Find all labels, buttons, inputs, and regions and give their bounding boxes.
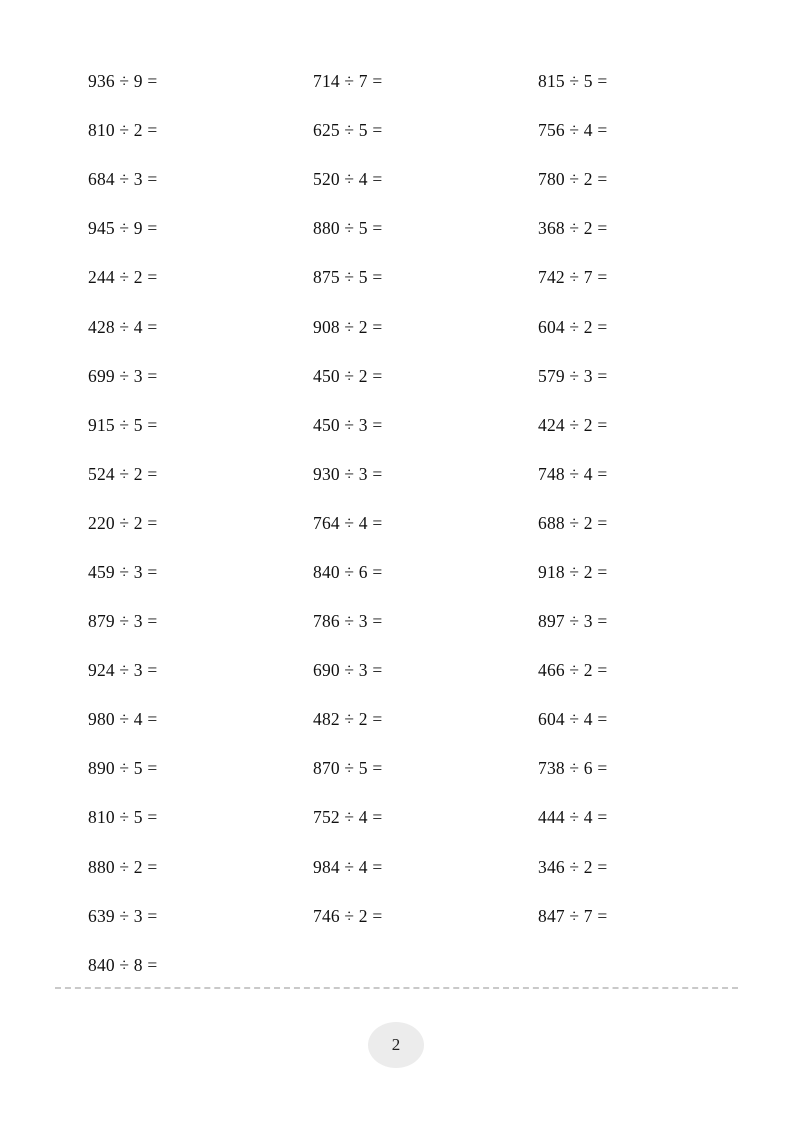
division-problem: 699 ÷ 3 =: [88, 365, 158, 386]
page-number-badge: [368, 1022, 424, 1068]
division-problem: 908 ÷ 2 =: [313, 316, 383, 337]
division-problem: 244 ÷ 2 =: [88, 267, 158, 288]
division-problem: 918 ÷ 2 =: [538, 561, 608, 582]
problem-row: [88, 744, 763, 793]
division-problem: 459 ÷ 3 =: [88, 561, 158, 582]
dashed-separator: [55, 987, 738, 989]
division-problem: 930 ÷ 3 =: [313, 463, 383, 484]
problem-row: [88, 793, 763, 842]
division-problem: 639 ÷ 3 =: [88, 905, 158, 926]
division-problem: 520 ÷ 4 =: [313, 169, 383, 190]
division-problem: 684 ÷ 3 =: [88, 169, 158, 190]
division-problem: 428 ÷ 4 =: [88, 316, 158, 337]
division-problem: 780 ÷ 2 =: [538, 169, 608, 190]
problem-row: [88, 450, 763, 499]
division-problem: 625 ÷ 5 =: [313, 120, 383, 141]
division-problem: 738 ÷ 6 =: [538, 758, 608, 779]
division-problem: 870 ÷ 5 =: [313, 758, 383, 779]
division-problem: 444 ÷ 4 =: [538, 807, 608, 828]
division-problem: 945 ÷ 9 =: [88, 218, 158, 239]
division-problem: 524 ÷ 2 =: [88, 463, 158, 484]
division-problem: 579 ÷ 3 =: [538, 365, 608, 386]
division-problem: 815 ÷ 5 =: [538, 71, 608, 92]
problem-row: [88, 941, 763, 990]
problem-grid: [88, 57, 763, 990]
division-problem: 688 ÷ 2 =: [538, 512, 608, 533]
page-number: 2: [391, 1035, 401, 1054]
division-problem: 368 ÷ 2 =: [538, 218, 608, 239]
division-problem: 810 ÷ 5 =: [88, 807, 158, 828]
problem-row: [88, 597, 763, 646]
division-problem: 786 ÷ 3 =: [313, 611, 383, 632]
division-problem: 714 ÷ 7 =: [313, 71, 383, 92]
problem-row: [88, 843, 763, 892]
division-problem: 840 ÷ 6 =: [313, 561, 383, 582]
division-problem: 890 ÷ 5 =: [88, 758, 158, 779]
division-problem: 810 ÷ 2 =: [88, 120, 158, 141]
problem-row: [88, 548, 763, 597]
problem-row: [88, 155, 763, 204]
problem-row: [88, 253, 763, 302]
problem-row: [88, 892, 763, 941]
division-problem: 690 ÷ 3 =: [313, 660, 383, 681]
division-problem: 752 ÷ 4 =: [313, 807, 383, 828]
division-problem: 984 ÷ 4 =: [313, 856, 383, 877]
division-problem: 220 ÷ 2 =: [88, 512, 158, 533]
problem-row: [88, 646, 763, 695]
division-problem: 924 ÷ 3 =: [88, 660, 158, 681]
division-problem: 879 ÷ 3 =: [88, 611, 158, 632]
division-problem: 875 ÷ 5 =: [313, 267, 383, 288]
division-problem: 346 ÷ 2 =: [538, 856, 608, 877]
problem-row: [88, 204, 763, 253]
division-problem: 756 ÷ 4 =: [538, 120, 608, 141]
division-problem: 980 ÷ 4 =: [88, 709, 158, 730]
problem-row: [88, 57, 763, 106]
division-problem: 847 ÷ 7 =: [538, 905, 608, 926]
division-problem: 764 ÷ 4 =: [313, 512, 383, 533]
division-problem: 742 ÷ 7 =: [538, 267, 608, 288]
division-problem: 424 ÷ 2 =: [538, 414, 608, 435]
division-problem: 450 ÷ 2 =: [313, 365, 383, 386]
division-problem: 840 ÷ 8 =: [88, 954, 158, 975]
division-problem: 915 ÷ 5 =: [88, 414, 158, 435]
division-problem: 604 ÷ 2 =: [538, 316, 608, 337]
problem-row: [88, 352, 763, 401]
problem-row: [88, 401, 763, 450]
problem-row: [88, 106, 763, 155]
problem-row: [88, 499, 763, 548]
problem-row: [88, 302, 763, 351]
division-problem: 466 ÷ 2 =: [538, 660, 608, 681]
division-problem: 604 ÷ 4 =: [538, 709, 608, 730]
problem-row: [88, 695, 763, 744]
division-problem: 880 ÷ 2 =: [88, 856, 158, 877]
division-problem: 450 ÷ 3 =: [313, 414, 383, 435]
division-problem: 936 ÷ 9 =: [88, 71, 158, 92]
division-problem: 748 ÷ 4 =: [538, 463, 608, 484]
division-problem: 880 ÷ 5 =: [313, 218, 383, 239]
division-problem: 897 ÷ 3 =: [538, 611, 608, 632]
division-problem: 482 ÷ 2 =: [313, 709, 383, 730]
division-problem: 746 ÷ 2 =: [313, 905, 383, 926]
